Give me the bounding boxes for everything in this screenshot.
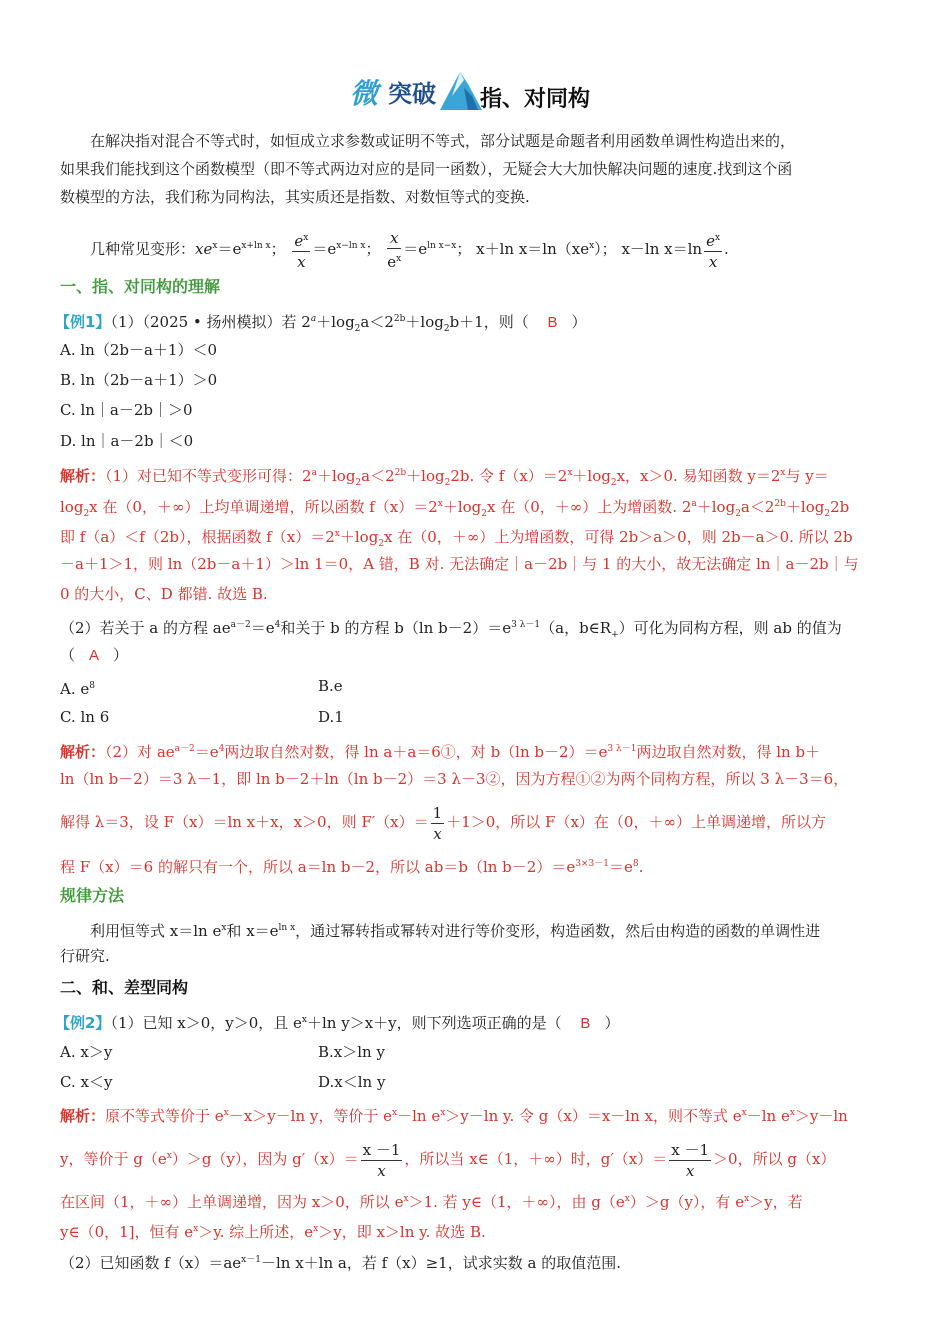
question-2-2: （2）已知函数 $f(x)=ae^{x-1}-\ln$ x＋ln a，若 f（x）≥1，试求实数 a 的取值范围. <box>60 1254 621 1272</box>
solution-2-line-4: 程 F（x）＝6 的解只有一个，所以 a＝ln b－2，所以 ab＝b（ln $b-2)=e^{3\times 3-1}=e^8$. <box>60 858 644 876</box>
option-c: C. ln｜a－2b｜＞0 <box>60 401 193 419</box>
solution-label: 解析： <box>60 467 106 485</box>
answer-1-1: B <box>547 314 558 331</box>
title-banner <box>350 66 610 114</box>
answer-2-1: B <box>580 1015 591 1032</box>
solution-3-line-2: y，等价于 $g(e^x)>g(y)$，因为 g′（x）＝ $\frac{x -1}{x}$ ，所以当 x∈（1，＋∞）时，g′（x）＝ $\frac{x -1}{x}$ ＞0，所以 g（x） <box>60 1140 836 1180</box>
solution-2-line-3: 解得 λ＝3，设 F（x）＝ln x＋x，x＞0，则 F′（x）＝ $\frac{1}{x}$ ＋1＞0，所以 F（x）在（0，＋∞）上单调递增，所以方 <box>60 803 826 843</box>
solution-3-line-1: 解析：原不等式等价于 $e^x-x>y-\ln$ y，等价于 $e^x-\ln$ $e^x>y-\ln$ y. 令 g（x）＝x－ln x，则不等式 $e^x-\ln$ $e^x>y-\ln$ <box>60 1107 848 1125</box>
example-2-label: 【例2】 <box>55 1014 111 1032</box>
rule-line-1: 利用恒等式 x＝ln $e^x$和 $x=e^{ln x}$，通过幂转指或幂转对进行等价变形，构造函数，然后由构造的函数的单调性进 <box>90 922 821 940</box>
intro-line-2: 如果我们能找到这个函数模型（即不等式两边对应的是同一函数），无疑会大大加快解决问题的速度.找到这个函 <box>60 160 793 178</box>
rule-line-2: 行研究. <box>60 947 110 965</box>
solution-1-line-4: －a＋1＞1，则 ln（2b－a＋1）＞ln 1＝0，A 错，B 对. 无法确定｜a－2b｜与 1 的大小，故无法确定 ln｜a－2b｜与 <box>60 555 859 573</box>
solution-2-line-2: ln（ln b－2）＝3 λ－1，即 ln b－2＋ln（ln b－2）＝3 λ－3②，因为方程①②为两个同构方程，所以 3 λ－3＝6， <box>60 770 849 788</box>
option-2b: B.e <box>318 677 343 695</box>
forms-label: 几种常见变形： <box>90 240 196 258</box>
option-3b: B.x＞ln y <box>318 1043 385 1061</box>
common-forms: 几种常见变形：$xe^x=e^{x+ln x}$； $\frac{e^x}{x}$ $=e^{x-ln x}$； $\frac{x}{e^x}$ $=e^{ln x-x}$； x＋ln $x=\ln(xe^x)$； x－ln x＝ln $\frac{e^x}{x}$ . <box>90 229 729 271</box>
page-title: 指、对同构 <box>480 87 591 112</box>
option-a: A. ln（2b－a＋1）＜0 <box>60 341 218 359</box>
section-1-title: 一、指、对同构的理解 <box>60 277 221 296</box>
intro-line-1: 在解决指对混合不等式时，如恒成立求参数或证明不等式，部分试题是命题者利用函数单调性构造出来的， <box>90 132 796 150</box>
banner-wei: 微 <box>350 77 379 110</box>
answer-1-2: A <box>89 647 100 664</box>
example-2-question-1: 【例2】（1）已知 x＞0，y＞0，且 $e^x+\ln$ y＞x＋y，则下列选项正确的是（ B ） <box>55 1014 620 1032</box>
solution-1-line-5: 0 的大小，C、D 都错. 故选 B. <box>60 585 268 603</box>
question-1-2: （2）若关于 a 的方程 $ae^{a-2}=e^4$和关于 b 的方程 b（ln $b-2)=e^{3 \lambda-1}(a$，$b\in R_+$）可化为同构方程，则 ab 的值为 <box>60 619 842 640</box>
banner-tupo: 突破 <box>388 80 436 108</box>
option-b: B. ln（2b－a＋1）＞0 <box>60 371 218 389</box>
option-2c: C. ln 6 <box>60 708 110 726</box>
option-d: D. ln｜a－2b｜＜0 <box>60 432 194 450</box>
solution-2-line-1: 解析：（2）对 $ae^{a-2}=e^4$两边取自然对数，得 ln a＋a＝6①，对 b（ln $b-2)=e^{3 \lambda-1}$两边取自然对数，得 ln b＋ <box>60 743 821 761</box>
solution-1-line-2: $\log_2x$ 在（0，＋∞）上均单调递增，所以函数 $f(x)=2^x+\log_2x$ 在（0，＋∞）上为增函数. $2^a+\log_2a<2^{2b}+\log_22b$ <box>60 498 850 519</box>
intro-line-3: 数模型的方法，我们称为同构法，其实质还是指数、对数恒等式的变换. <box>60 188 530 206</box>
solution-1-line-3: 即 f（a）＜f（2b），根据函数 $f(x)=2^x+\log_2x$ 在（0，＋∞）上为增函数，可得 2b＞a＞0，则 2b－a＞0. 所以 2b <box>60 528 853 549</box>
mountain-icon <box>438 66 484 112</box>
option-2d: D.1 <box>318 708 344 726</box>
solution-1-line-1: 解析：（1）对已知不等式变形可得：$2^a+\log_2a<2^{2b}+\log_22b$. 令 $f(x)=2^x+\log_2x$，x＞0. 易知函数 $y=2^x$与 y＝ <box>60 467 829 488</box>
question-1-2-answer-line: （ A ） <box>60 646 129 664</box>
section-2-title: 二、和、差型同构 <box>60 978 189 997</box>
example-1-question-1: 【例1】（1）（2025 • 扬州模拟）若 $2^a+\log_2a<2^{2b}+\log_2b+1$，则（ B ） <box>55 313 587 334</box>
solution-3-line-4: y∈（0，1]，恒有 $e^x>y$. 综上所述，$e^x>y$，即 x＞ln y. 故选 B. <box>60 1223 486 1241</box>
rule-method-title: 规律方法 <box>60 886 125 905</box>
option-3a: A. x＞y <box>60 1043 113 1061</box>
option-3d: D.x＜ln y <box>318 1073 386 1091</box>
option-3c: C. x＜y <box>60 1073 113 1091</box>
option-2a: A. $e^8$ <box>60 680 95 698</box>
example-1-label: 【例1】 <box>55 313 111 331</box>
solution-3-line-3: 在区间（1，＋∞）上单调递增，因为 x＞0，所以 $e^x>1$. 若 y∈（1，＋∞），由 $g(e^x)>g(y)$，有 $e^x>y$，若 <box>60 1193 803 1211</box>
